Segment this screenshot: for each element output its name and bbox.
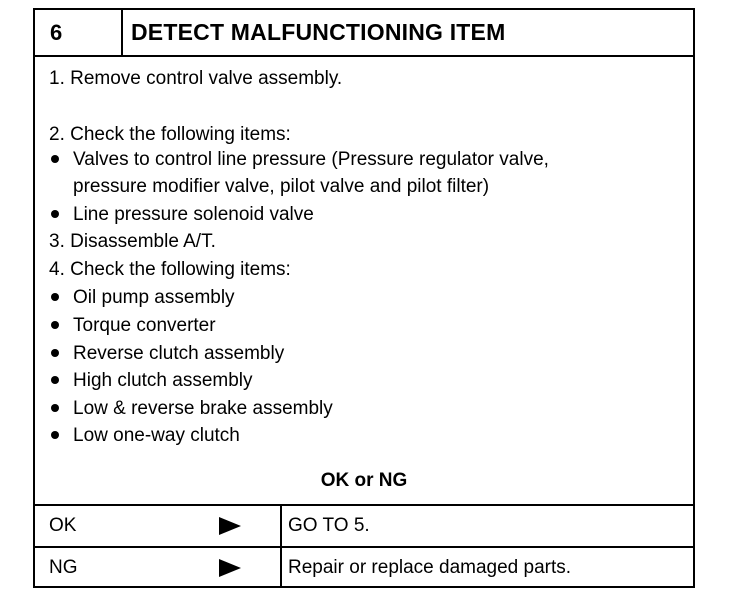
- instruction-line: 4. Check the following items:: [49, 259, 291, 280]
- check-item: Oil pump assembly: [73, 287, 235, 308]
- step-title: DETECT MALFUNCTIONING ITEM: [131, 19, 506, 45]
- check-item: Reverse clutch assembly: [73, 343, 285, 364]
- arrow-right-icon: [219, 517, 241, 535]
- instruction-line: 2. Check the following items:: [49, 124, 291, 145]
- decision-prompt: OK or NG: [320, 470, 408, 491]
- check-item: High clutch assembly: [73, 370, 253, 391]
- ok-action: GO TO 5.: [288, 515, 370, 536]
- ng-row: [35, 546, 693, 588]
- ok-label: OK: [49, 515, 77, 536]
- bullet-icon: [51, 321, 59, 329]
- step-number: 6: [35, 10, 123, 55]
- bullet-icon: [51, 210, 59, 218]
- procedure-box: [33, 8, 695, 588]
- ok-row: [35, 504, 693, 546]
- check-item-continued: pressure modifier valve, pilot valve and pilot filter): [73, 176, 490, 197]
- arrow-right-icon: [219, 559, 241, 577]
- bullet-icon: [51, 293, 59, 301]
- check-item: Line pressure solenoid valve: [73, 204, 314, 225]
- instruction-line: 1. Remove control valve assembly.: [49, 68, 343, 89]
- check-item: Low one-way clutch: [73, 425, 240, 446]
- instruction-line: 3. Disassemble A/T.: [49, 231, 216, 252]
- ng-label: NG: [49, 557, 78, 578]
- bullet-icon: [51, 349, 59, 357]
- ng-action: Repair or replace damaged parts.: [288, 557, 572, 578]
- bullet-icon: [51, 376, 59, 384]
- column-divider: [280, 506, 282, 546]
- step-header: [35, 10, 693, 57]
- check-item: Low & reverse brake assembly: [73, 398, 333, 419]
- check-item: Valves to control line pressure (Pressure regulator valve,: [73, 149, 549, 170]
- check-item: Torque converter: [73, 315, 216, 336]
- column-divider: [280, 548, 282, 588]
- bullet-icon: [51, 431, 59, 439]
- bullet-icon: [51, 404, 59, 412]
- bullet-icon: [51, 155, 59, 163]
